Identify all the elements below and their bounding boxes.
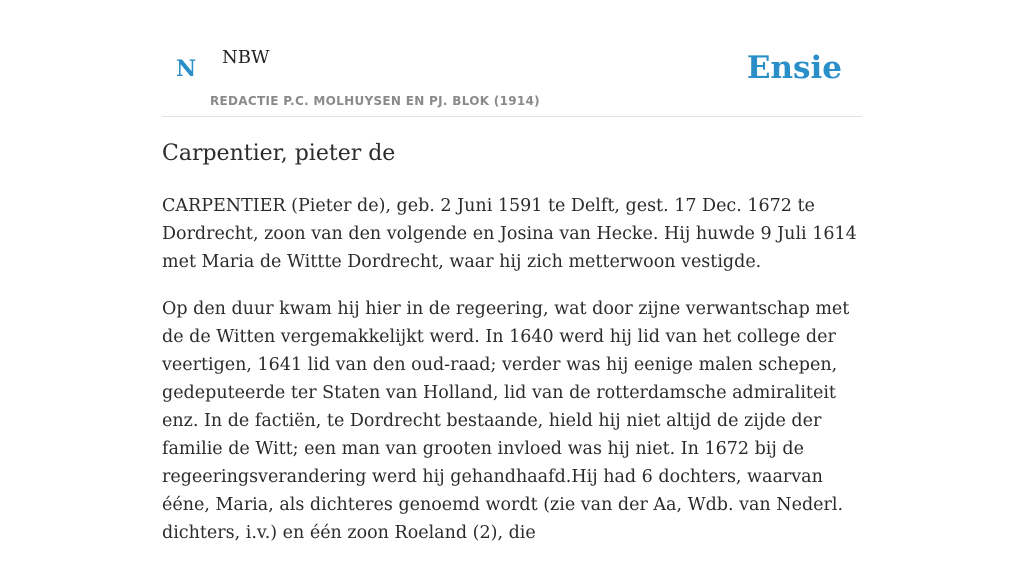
article-paragraph: Op den duur kwam hij hier in de regeering, wat door zijne verwantschap met de de Witten vergemakkelijkt werd. In 1640 werd hij lid van het college der veertigen, 1641 lid van den oud-raad; verder was hij eenige malen schepen, gedeputeerde ter Staten van Holland, lid van de rotterdamsche admiraliteit enz. In de factiën, te Dordrecht bestaande, hield hij niet altijd de zijde der familie de Witt; een man van grooten invloed was hij niet. In 1672 bij de regeeringsverandering werd hij gehandhaafd.Hij had 6 dochters, waarvan ééne, Maria, als dichteres genoemd wordt (zie van der Aa, Wdb. van Nederl. dichters, i.v.) en één zoon Roeland (2), die bbox=[162, 299, 850, 543]
brand-logo[interactable]: Ensie bbox=[746, 50, 842, 86]
source-logo-icon[interactable]: N bbox=[176, 56, 197, 82]
article-title: Carpentier, pieter de bbox=[162, 141, 396, 166]
article-body bbox=[162, 192, 874, 566]
source-subtitle: REDACTIE P.C. MOLHUYSEN EN PJ. BLOK (1914) bbox=[210, 94, 540, 108]
source-name[interactable]: NBW bbox=[222, 47, 270, 68]
article-paragraph: CARPENTIER (Pieter de), geb. 2 Juni 1591 te Delft, gest. 17 Dec. 1672 te Dordrecht, zoon van den volgende en Josina van Hecke. Hij huwde 9 Juli 1614 met Maria de Wittte Dordrecht, waar hij zich metterwoon vestigde. bbox=[162, 196, 857, 272]
header bbox=[162, 0, 862, 117]
